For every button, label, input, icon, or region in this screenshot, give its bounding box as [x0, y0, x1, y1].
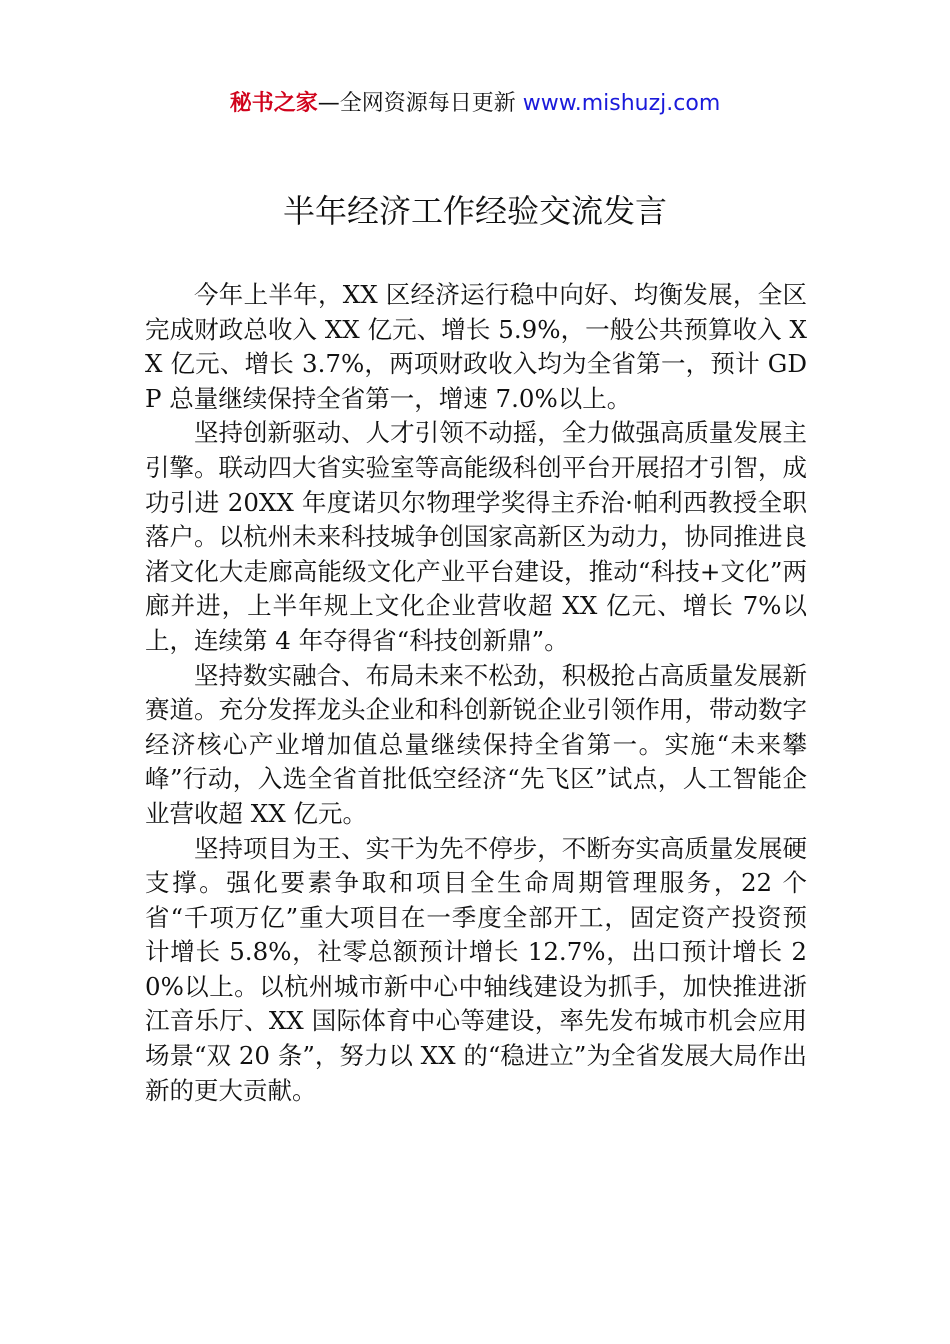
document-title: 半年经济工作经验交流发言	[282, 192, 667, 230]
paragraph-projects: 坚持项目为王、实干为先不停步，不断夯实高质量发展硬支撑。强化要素争取和项目全生命周期管理服务，22 个省“千项万亿”重大项目在一季度全部开工，固定资产投资预计增长 5.8%，社零总额预计增长 12.7%，出口预计增长 20%以上。以杭州城市新中心中轴线建设为抓手，加快推进浙江音乐厅、XX 国际体育中心等建设，率先发布城市机会应用场景“双 20 条”，努力以 XX 的“稳进立”为全省发展大局作出新的更大贡献。	[145, 833, 807, 1105]
paragraph-digital-economy: 坚持数实融合、布局未来不松劲，积极抢占高质量发展新赛道。充分发挥龙头企业和科创新锐企业引领作用，带动数字经济核心产业增加值总量继续保持全省第一。实施“未来攀峰”行动，入选全省首批低空经济“先飞区”试点，人工智能企业营收超 XX 亿元。	[145, 660, 807, 828]
site-url-link[interactable]: www.mishuzj.com	[522, 91, 721, 116]
brand-name: 秘书之家	[229, 91, 318, 116]
document-body	[145, 278, 807, 1108]
header-tagline: —全网资源每日更新	[317, 91, 516, 116]
paragraph-summary: 今年上半年，XX 区经济运行稳中向好、均衡发展，全区完成财政总收入 XX 亿元、增长 5.9%，一般公共预算收入 XX 亿元、增长 3.7%，两项财政收入均为全省第一，预计 GDP 总量继续保持全省第一，增速 7.0%以上。	[145, 280, 807, 413]
paragraph-innovation: 坚持创新驱动、人才引领不动摇，全力做强高质量发展主引擎。联动四大省实验室等高能级科创平台开展招才引智，成功引进 20XX 年度诺贝尔物理学奖得主乔治·帕利西教授全职落户。以杭州未来科技城争创国家高新区为动力，协同推进良渚文化大走廊高能级文化产业平台建设，推动“科技+文化”两廊并进，上半年规上文化企业营收超 XX 亿元、增长 7%以上，连续第 4 年夺得省“科技创新鼎”。	[145, 418, 807, 655]
site-header	[0, 86, 950, 122]
